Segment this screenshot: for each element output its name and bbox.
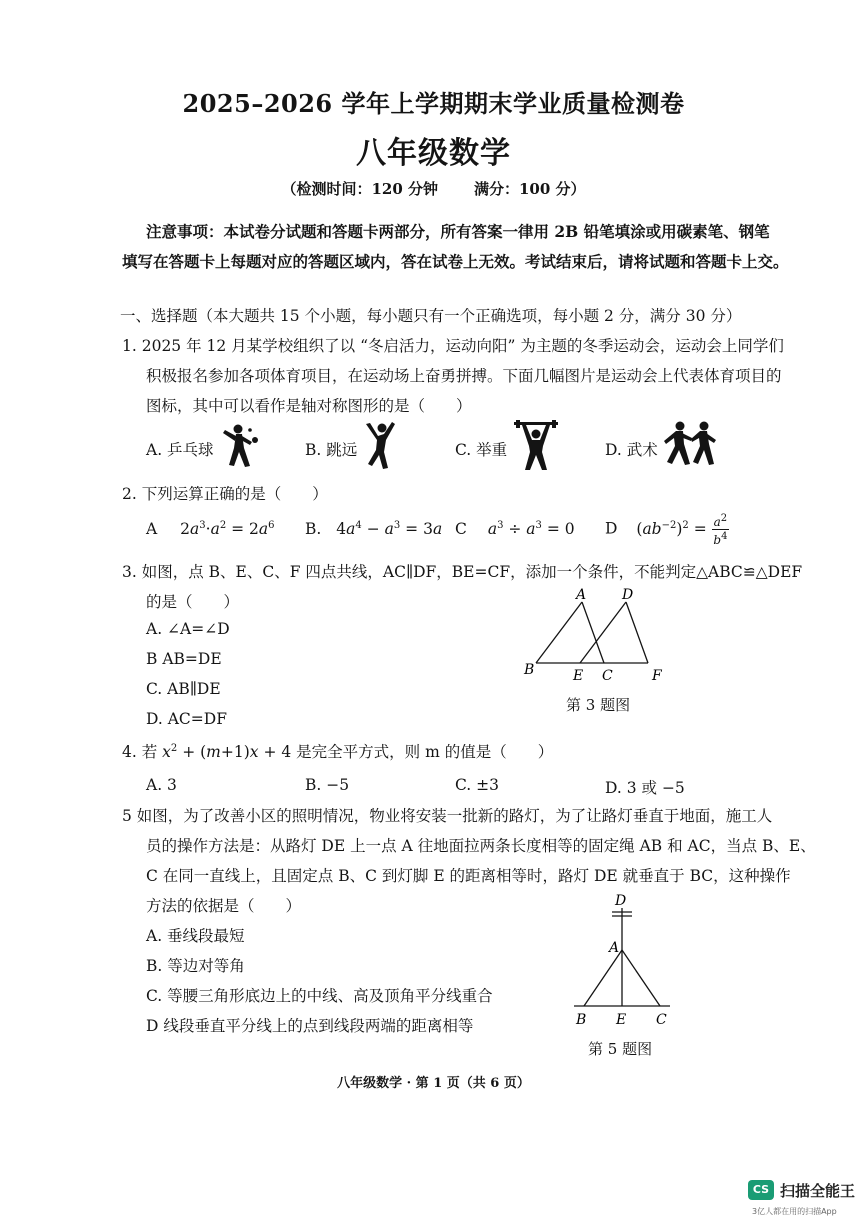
- q2-option-d-label: D: [605, 519, 618, 538]
- q1-line-3: 图标，其中可以看作是轴对称图形的是（ ）: [146, 397, 472, 415]
- q5-label-c: C: [656, 1012, 667, 1028]
- q1-option-a: A. 乒乓球: [146, 441, 214, 459]
- martial-arts-icon: [662, 420, 720, 470]
- scanner-slogan: 3亿人都在用的扫描App: [752, 1207, 837, 1216]
- exam-title: 2025–2026 学年上学期期末学业质量检测卷: [182, 89, 685, 118]
- q1-line-1: 1. 2025 年 12 月某学校组织了以 “冬启活力，运动向阳” 为主题的冬季运动会，运动会上同学们: [122, 337, 784, 355]
- q5-line-4: 方法的依据是（ ）: [146, 897, 302, 915]
- q3-option-d: D. AC=DF: [146, 710, 227, 728]
- q5-figure-caption: 第 5 题图: [588, 1040, 653, 1058]
- scanner-name: 扫描全能王: [780, 1182, 856, 1200]
- q5-line-2: 员的操作方法是：从路灯 DE 上一点 A 往地面拉两条长度相等的固定绳 AB 和 AC，当点 B、E、: [146, 837, 816, 855]
- q5-label-b: B: [576, 1012, 587, 1028]
- q2-option-c-label: C: [455, 520, 467, 539]
- q2-option-d: [605, 512, 729, 547]
- q5-label-a: A: [609, 940, 620, 956]
- q2-option-b-label: B.: [305, 520, 322, 539]
- q5-line-1: 5 如图，为了改善小区的照明情况，物业将安装一批新的路灯，为了让路灯垂直于地面，施工人: [122, 807, 773, 825]
- exam-info: [0, 178, 867, 199]
- page-footer: 八年级数学 · 第 1 页（共 6 页）: [337, 1076, 530, 1091]
- q5-figure: [566, 890, 680, 1030]
- q3-figure: [516, 586, 676, 688]
- q4-option-d: D. 3 或 −5: [605, 779, 685, 797]
- weightlifting-icon: [514, 420, 558, 472]
- q3-label-e: E: [573, 668, 584, 684]
- subject-title: 八年级数学: [356, 136, 511, 171]
- exam-score: 满分：100 分）: [474, 180, 586, 198]
- q2-option-c-expr: $a^3 \div a^3 = 0$: [487, 520, 575, 539]
- q4-stem-post: 是完全平方式，则 m 的值是（ ）: [291, 743, 554, 761]
- q2-option-a-label: A: [146, 520, 158, 539]
- notice-line-2: 填写在答题卡上每题对应的答题区域内，答在试卷上无效。考试结束后，请将试题和答题卡上交。: [122, 252, 789, 271]
- q3-label-c: C: [602, 668, 613, 684]
- q5-line-3: C 在同一直线上，且固定点 B、C 到灯脚 E 的距离相等时，路灯 DE 就垂直于 BC，这种操作: [146, 867, 791, 885]
- long-jump-icon: [362, 420, 396, 470]
- q1-option-b: B. 跳远: [305, 441, 358, 459]
- q5-option-c: C. 等腰三角形底边上的中线、高及顶角平分线重合: [146, 987, 493, 1005]
- q5-label-e: E: [616, 1012, 627, 1028]
- q2-option-a: [146, 520, 275, 538]
- q4-option-c: C. ±3: [455, 776, 500, 794]
- q3-stem: 3. 如图，点 B、E、C、F 四点共线，AC∥DF，BE=CF，添加一个条件，不能判定△ABC≌△DEF: [122, 563, 803, 581]
- q2-option-b: [305, 520, 442, 538]
- q2-stem: 2. 下列运算正确的是（ ）: [122, 485, 328, 503]
- q5-option-d: D 线段垂直平分线上的点到线段两端的距离相等: [146, 1017, 474, 1035]
- q3-stem-2: 的是（ ）: [146, 593, 240, 611]
- q3-label-b: B: [524, 662, 535, 678]
- ping-pong-icon: [220, 422, 260, 470]
- q1-option-d: D. 武术: [605, 441, 658, 459]
- notice-line-1: 注意事项：本试卷分试题和答题卡两部分，所有答案一律用 2B 铅笔填涂或用碳素笔、钢笔: [146, 222, 770, 241]
- q1-option-c: C. 举重: [455, 441, 508, 459]
- q3-label-d: D: [622, 587, 634, 603]
- section-heading: 一、选择题（本大题共 15 个小题，每小题只有一个正确选项，每小题 2 分，满分 30 分）: [120, 307, 742, 325]
- scanner-logo: CS: [748, 1180, 774, 1200]
- q2-option-d-expr: $(ab^{-2})^2$ = $\frac{a^2}{b^4}$: [636, 513, 728, 547]
- q5-label-d: D: [615, 893, 627, 909]
- q2-option-c: [455, 520, 575, 538]
- q2-option-a-expr: $2a^3\cdot a^2 = 2a^6$: [180, 520, 275, 539]
- q3-option-a: A. ∠A=∠D: [146, 620, 230, 638]
- q1-line-2: 积极报名参加各项体育项目，在运动场上奋勇拼搏。下面几幅图片是运动会上代表体育项目的: [146, 367, 782, 385]
- q2-option-b-expr: $4a^4 - a^3 = 3a$: [336, 520, 443, 539]
- q3-option-c: C. AB∥DE: [146, 680, 221, 698]
- q4-option-a: A. 3: [146, 776, 177, 794]
- q4-stem: [122, 740, 553, 762]
- q3-figure-caption: 第 3 题图: [566, 696, 631, 714]
- exam-time: （检测时间：120 分钟: [281, 180, 438, 198]
- q5-option-a: A. 垂线段最短: [146, 927, 245, 945]
- q4-stem-pre: 4. 若: [122, 743, 163, 761]
- q5-option-b: B. 等边对等角: [146, 957, 245, 975]
- q3-option-b: B AB=DE: [146, 650, 222, 668]
- q4-option-b: B. −5: [305, 776, 350, 794]
- q4-expression: $x^2 + (m+1)x + 4$: [162, 742, 292, 761]
- q3-label-f: F: [652, 668, 662, 684]
- q3-label-a: A: [576, 587, 587, 603]
